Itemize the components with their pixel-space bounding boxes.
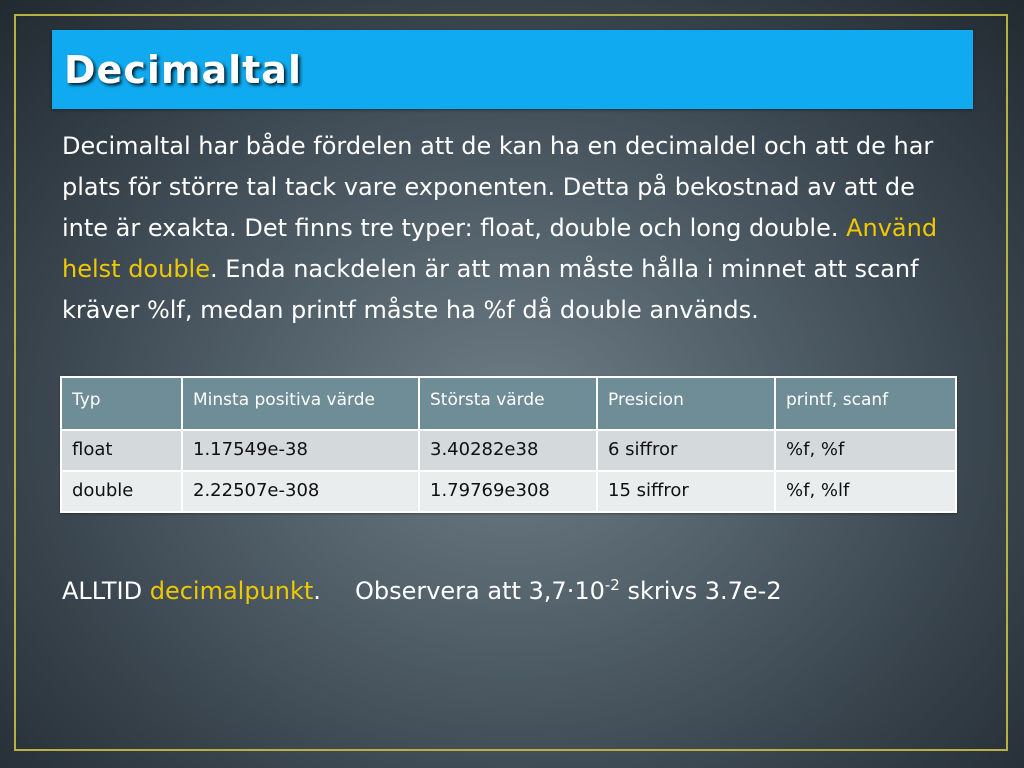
period-text: .	[313, 577, 321, 605]
paragraph-text-start: Decimaltal har både fördelen att de kan ha en decimaldel och att de har plats för större tal tack vare exponenten. Detta på bekostnad av att de inte är exakta. Det finns tre typer: float, double och long double.	[62, 132, 934, 242]
intro-paragraph	[62, 126, 962, 331]
cell-min-value: 1.17549e-38	[182, 430, 419, 471]
decimalpunkt-highlight: decimalpunkt	[149, 577, 314, 605]
paragraph-highlight: Använd helst double	[62, 214, 938, 283]
table-header-row	[61, 377, 956, 430]
exponent-superscript: -2	[604, 576, 620, 594]
cell-format: %f, %f	[775, 430, 956, 471]
header-max-value: Största värde	[419, 377, 597, 430]
cell-type: float	[61, 430, 182, 471]
cell-max-value: 3.40282e38	[419, 430, 597, 471]
types-table	[60, 376, 957, 513]
table-row	[61, 471, 956, 512]
slide-title: Decimaltal	[64, 48, 302, 92]
cell-max-value: 1.79769e308	[419, 471, 597, 512]
observe-suffix: skrivs 3.7e-2	[619, 577, 782, 605]
table-row	[61, 430, 956, 471]
header-printf-scanf: printf, scanf	[775, 377, 956, 430]
header-min-value: Minsta positiva värde	[182, 377, 419, 430]
cell-type: double	[61, 471, 182, 512]
header-typ: Typ	[61, 377, 182, 430]
bottom-note	[62, 577, 782, 605]
cell-precision: 6 siffror	[597, 430, 775, 471]
title-bar	[52, 30, 973, 109]
cell-format: %f, %lf	[775, 471, 956, 512]
alltid-text: ALLTID	[62, 577, 150, 605]
cell-min-value: 2.22507e-308	[182, 471, 419, 512]
observe-text: Observera att 3,7·10	[354, 577, 605, 605]
cell-precision: 15 siffror	[597, 471, 775, 512]
header-precision: Presicion	[597, 377, 775, 430]
paragraph-text-end: . Enda nackdelen är att man måste hålla i minnet att scanf kräver %lf, medan printf måste ha %f då double används.	[62, 255, 919, 324]
